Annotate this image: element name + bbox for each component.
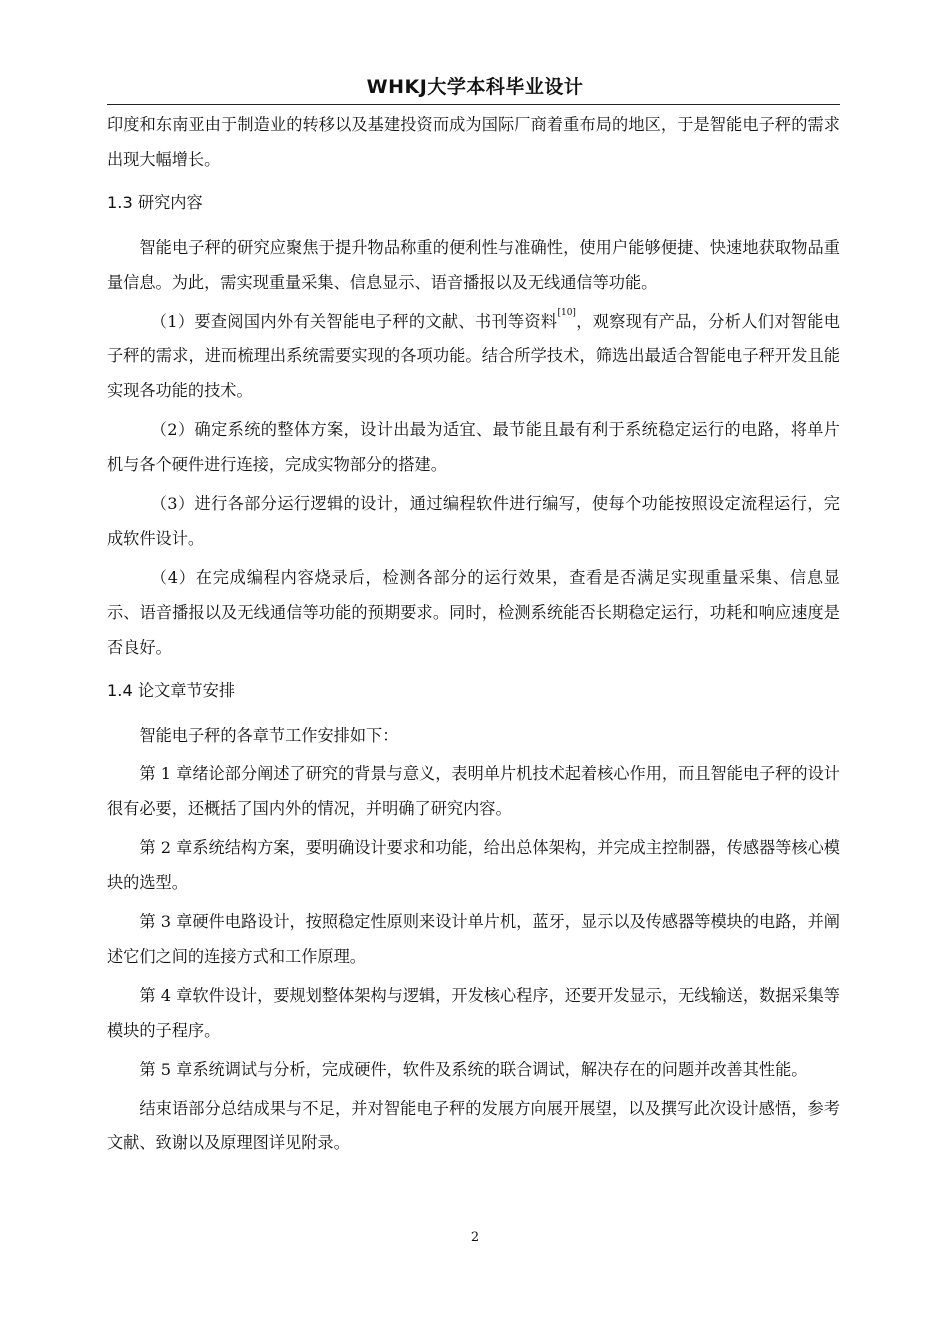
- section-1-4-lead-paragraph: 智能电子秤的各章节工作安排如下：: [139, 725, 399, 745]
- page-header-title: WHKJ大学本科毕业设计: [366, 76, 584, 98]
- chapter-2-summary: 第 2 章系统结构方案，要明确设计要求和功能，给出总体架构，并完成主控制器，传感器等核心模块的选型。: [107, 838, 840, 893]
- conclusion-summary: 结束语部分总结成果与不足，并对智能电子秤的发展方向展开展望，以及撰写此次设计感悟，参考文献、致谢以及原理图详见附录。: [107, 1098, 840, 1153]
- chapter-5-summary: 第 5 章系统调试与分析，完成硬件，软件及系统的联合调试，解决存在的问题并改善其性能。: [139, 1059, 808, 1079]
- chapter-1-summary: 第 1 章绪论部分阐述了研究的背景与意义，表明单片机技术起着核心作用，而且智能电子秤的设计很有必要，还概括了国内外的情况，并明确了研究内容。: [107, 764, 840, 819]
- citation-reference: [10]: [557, 307, 576, 318]
- header-divider: [107, 104, 840, 105]
- research-item-2: （2）确定系统的整体方案，设计出最为适宜、最节能且最有利于系统稳定运行的电路，将单片机与各个硬件进行连接，完成实物部分的搭建。: [107, 420, 840, 475]
- page-number: 2: [470, 1230, 480, 1245]
- section-heading-1-4: 1.4 论文章节安排: [107, 680, 236, 700]
- research-item-1-text: （1）要查阅国内外有关智能电子秤的文献、书刊等资料: [150, 311, 558, 331]
- section-1-3-lead-paragraph: 智能电子秤的研究应聚焦于提升物品称重的便利性与准确性，使用户能够便捷、快速地获取物品重量信息。为此，需实现重量采集、信息显示、语音播报以及无线通信等功能。: [107, 237, 840, 292]
- research-item-1-text-continued: ，观察现有产品，分析人们对智能电子秤的需求，进而梳理出系统需要实现的各项功能。结合所学技术，筛选出最适合智能电子秤开发且能实现各功能的技术。: [107, 311, 840, 401]
- chapter-4-summary: 第 4 章软件设计，要规划整体架构与逻辑，开发核心程序，还要开发显示，无线输送，数据采集等模块的子程序。: [107, 985, 840, 1040]
- research-item-3: （3）进行各部分运行逻辑的设计，通过编程软件进行编写，使每个功能按照设定流程运行，完成软件设计。: [107, 494, 840, 548]
- research-item-1: [107, 305, 840, 410]
- section-heading-1-3: 1.3 研究内容: [107, 192, 203, 212]
- chapter-3-summary: 第 3 章硬件电路设计，按照稳定性原则来设计单片机，蓝牙，显示以及传感器等模块的电路，并阐述它们之间的连接方式和工作原理。: [107, 912, 840, 966]
- document-body: [107, 108, 840, 1165]
- research-item-4: （4）在完成编程内容烧录后，检测各部分的运行效果，查看是否满足实现重量采集、信息显示、语音播报以及无线通信等功能的预期要求。同时，检测系统能否长期稳定运行，功耗和响应速度是否良好。: [107, 567, 840, 657]
- intro-paragraph: 印度和东南亚由于制造业的转移以及基建投资而成为国际厂商着重布局的地区，于是智能电子秤的需求出现大幅增长。: [107, 115, 840, 169]
